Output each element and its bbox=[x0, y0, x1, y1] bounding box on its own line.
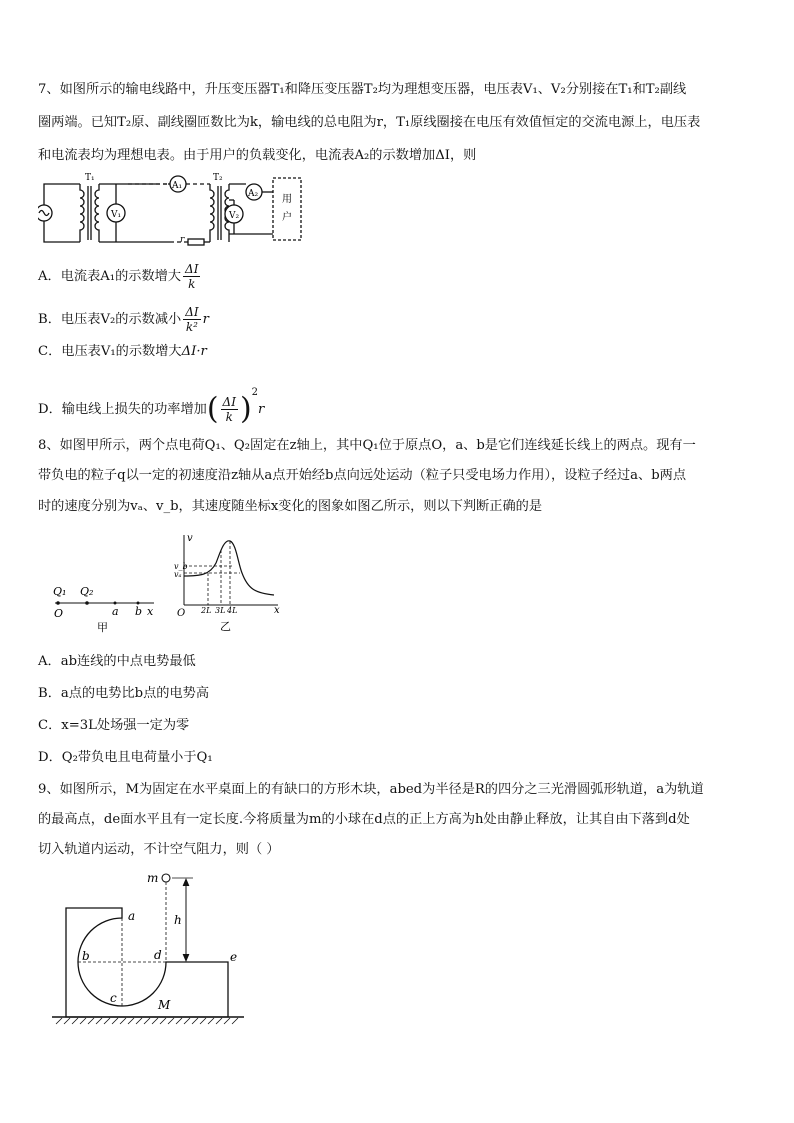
q7-stem-line1: 7、如图所示的输电线路中，升压变压器T₁和降压变压器T₂均为理想变压器，电压表V₁、V₂分别接在T₁和T₂副线 bbox=[38, 82, 687, 97]
q7-option-b[interactable]: B．电压表V₂的示数减小 $\frac{\Delta I}{\text{k²}}$ r bbox=[38, 305, 209, 334]
user-label-1: 用 bbox=[282, 194, 292, 205]
block-m-label: M bbox=[158, 998, 171, 1012]
q8-option-c[interactable]: C．x=3L处场强一定为零 bbox=[38, 718, 190, 733]
a2-label: A₂ bbox=[248, 189, 259, 199]
q8-figure-yi bbox=[170, 533, 285, 636]
x-axis-label-yi: x bbox=[274, 605, 280, 616]
q7-stem-line2: 圈两端。已知T₂原、副线圈匝数比为k，输电线的总电阻为r，T₁原线圈接在电压有效值恒定的交流电源上，电压表 bbox=[38, 115, 701, 130]
point-b-label-q9: b bbox=[82, 949, 90, 963]
v-axis-label: v bbox=[187, 533, 193, 544]
q7-option-c[interactable]: C．电压表V₁的示数增大ΔI·r bbox=[38, 344, 207, 359]
q7-stem-line3: 和电流表均为理想电表。由于用户的负载变化，电流表A₂的示数增加ΔI，则 bbox=[38, 148, 477, 163]
ac-source-icon bbox=[38, 205, 52, 221]
caption-jia: 甲 bbox=[97, 621, 108, 634]
mass-label: m bbox=[147, 871, 159, 885]
point-d-label: d bbox=[154, 948, 162, 962]
q9-track-diagram bbox=[48, 868, 248, 1028]
q9-stem-line2: 的最高点，de面水平且有一定长度.今将质量为m的小球在d点的正上方高为h处由静止释放，让其自由下落到d处 bbox=[38, 812, 690, 827]
user-label-2: 户 bbox=[282, 212, 292, 223]
v2-label: V₂ bbox=[229, 211, 240, 221]
q8-option-b[interactable]: B．a点的电势比b点的电势高 bbox=[38, 686, 210, 701]
resistor-label: r bbox=[180, 235, 185, 245]
point-c-label: c bbox=[110, 991, 117, 1005]
q9-stem-line3: 切入轨道内运动，不计空气阻力，则（ ） bbox=[38, 842, 280, 857]
q8-stem-line2: 带负电的粒子q以一定的初速度沿z轴从a点开始经b点向远处运动（粒子只受电场力作用），设粒子经过a、b两点 bbox=[38, 468, 687, 483]
point-e-label: e bbox=[230, 950, 238, 964]
q8-stem-line1: 8、如图甲所示，两个点电荷Q₁、Q₂固定在z轴上，其中Q₁位于原点O，a、b是它们连线延长线上的两点。现有一 bbox=[38, 438, 696, 453]
q8-option-a[interactable]: A．ab连线的中点电势最低 bbox=[38, 654, 196, 669]
origin-label-yi: O bbox=[177, 608, 186, 619]
x-axis-label: x bbox=[147, 605, 154, 618]
q9-stem-line1: 9、如图所示，M为固定在水平桌面上的有缺口的方形木块，abed为半径是R的四分之三光滑圆弧形轨道，a为轨道 bbox=[38, 782, 704, 797]
point-a-label: a bbox=[112, 605, 119, 618]
q1-label: Q₁ bbox=[53, 585, 67, 598]
va-label: vₐ bbox=[174, 570, 182, 579]
point-a-label-q9: a bbox=[128, 909, 136, 923]
q7-circuit-diagram bbox=[38, 172, 318, 248]
tick-3l: 3L bbox=[215, 606, 226, 615]
a1-label: A₁ bbox=[172, 181, 183, 191]
v1-label: V₁ bbox=[111, 210, 122, 220]
point-b-label: b bbox=[135, 605, 143, 618]
q8-figure-jia bbox=[50, 575, 165, 635]
vb-label: v_b bbox=[174, 562, 188, 571]
t2-label: T₂ bbox=[213, 173, 223, 183]
q2-label: Q₂ bbox=[80, 585, 94, 598]
tick-4l: 4L bbox=[227, 606, 238, 615]
q7-option-a[interactable]: A．电流表A₁的示数增大 $\frac{\Delta I}{k}$ bbox=[38, 262, 199, 291]
origin-label: O bbox=[54, 607, 64, 620]
q8-stem-line3: 时的速度分别为vₐ、v_b，其速度随坐标x变化的图象如图乙所示，则以下判断正确的是 bbox=[38, 499, 543, 514]
t1-label: T₁ bbox=[85, 173, 95, 183]
q8-option-d[interactable]: D．Q₂带负电且电荷量小于Q₁ bbox=[38, 750, 213, 765]
tick-2l: 2L bbox=[201, 606, 212, 615]
q7-option-d[interactable]: D．输电线上损失的功率增加( $\frac{\Delta I}{k}$ )$^2$r bbox=[38, 387, 265, 427]
caption-yi: 乙 bbox=[220, 620, 231, 633]
height-label: h bbox=[174, 913, 182, 927]
